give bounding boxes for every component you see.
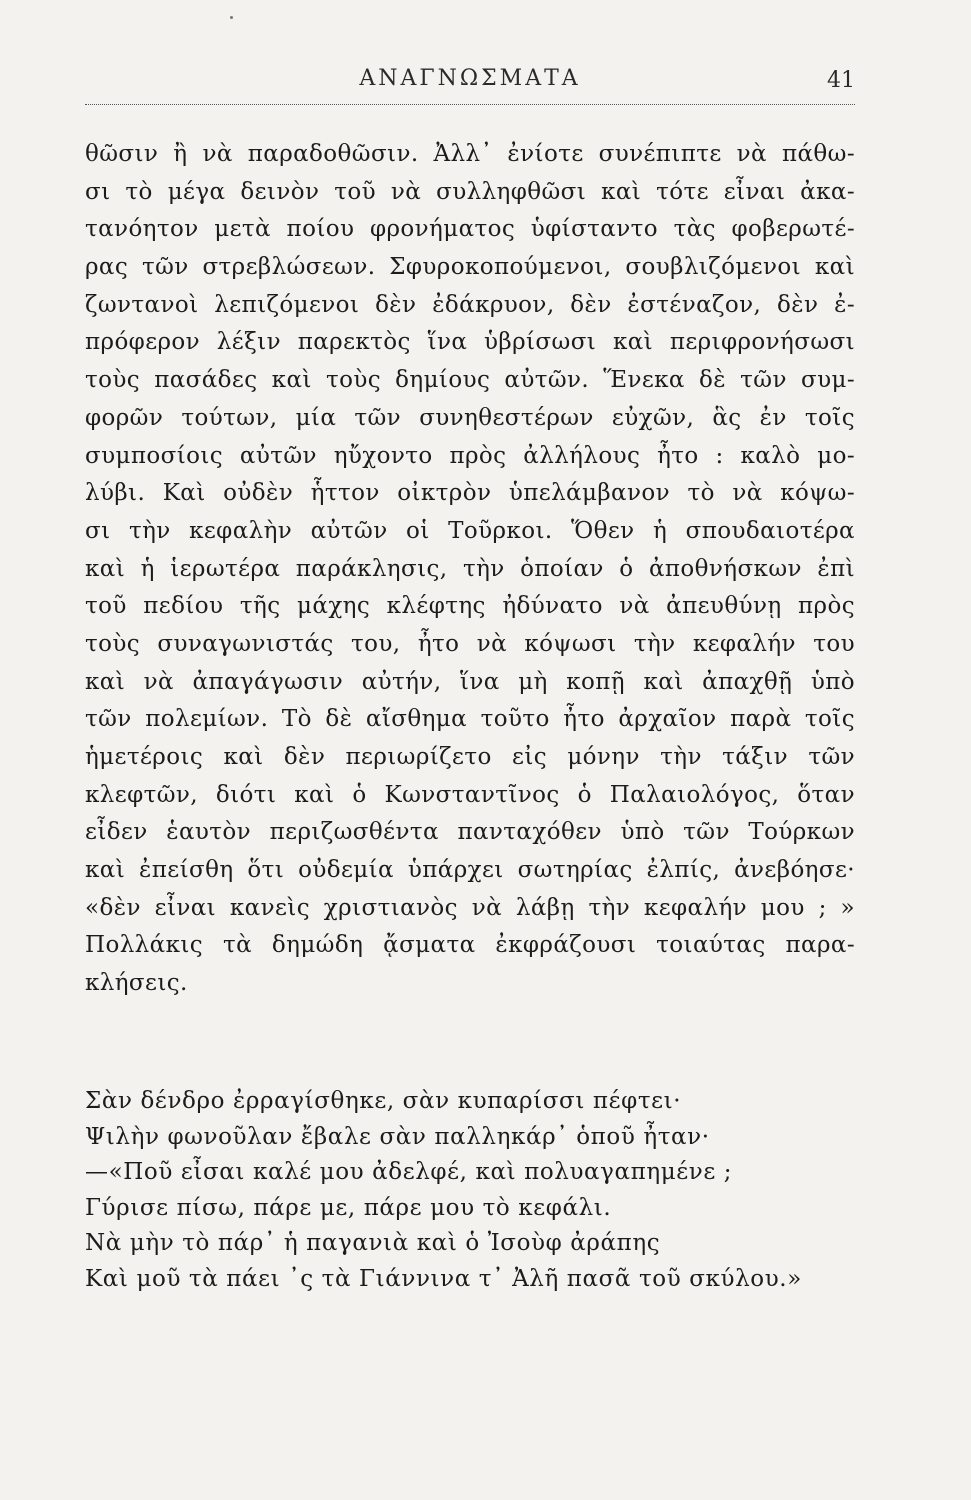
header-rule	[85, 104, 855, 105]
text-line: φορῶν τούτων, μία τῶν συνηθεστέρων εὐχῶν, ἃς ἐν τοῖς	[85, 404, 855, 431]
text-line: εἶδεν ἑαυτὸν περιζωσθέντα πανταχόθεν ὑπὸ τῶν Τούρκων	[85, 819, 855, 846]
verse-line: Γύρισε πίσω, πάρε με, πάρε μου τὸ κεφάλι.	[85, 1194, 612, 1221]
text-line: λύβι. Καὶ οὐδὲν ἧττον οἰκτρὸν ὑπελάμβανον τὸ νὰ κόψω-	[85, 480, 855, 507]
text-line: τοὺς συναγωνιστάς του, ἦτο νὰ κόψωσι τὴν κεφαλήν του	[85, 630, 855, 657]
text-line: καὶ ἡ ἱερωτέρα παράκλησις, τὴν ὁποίαν ὁ ἀποθνήσκων ἐπὶ	[85, 555, 855, 582]
verse-line: Σὰν δένδρο ἐρραγίσθηκε, σὰν κυπαρίσσι πέφτει·	[85, 1088, 682, 1114]
text-line: καὶ ἐπείσθη ὅτι οὐδεμία ὑπάρχει σωτηρίας ἐλπίς, ἀνεβόησε·	[85, 857, 855, 884]
text-line: πρόφερον λέξιν παρεκτὸς ἵνα ὑβρίσωσι καὶ περιφρονήσωσι	[85, 329, 855, 356]
text-line: ζωντανοὶ λεπιζόμενοι δὲν ἐδάκρυον, δὲν ἐστέναζον, δὲν ἐ-	[85, 291, 855, 318]
text-line: ρας τῶν στρεβλώσεων. Σφυροκοπούμενοι, σουβλιζόμενοι καὶ	[85, 254, 855, 281]
paper-speck	[230, 16, 233, 19]
page-number: 41	[827, 68, 855, 93]
text-line: συμποσίοις αὐτῶν ηὔχοντο πρὸς ἀλλήλους ἦτο : καλὸ μο-	[85, 442, 855, 469]
text-line: καὶ νὰ ἀπαγάγωσιν αὐτήν, ἵνα μὴ κοπῇ καὶ ἀπαχθῇ ὑπὸ	[85, 668, 855, 695]
verse-line: Ψιλὴν φωνοῦλαν ἔβαλε σὰν παλληκάρ᾽ ὁποῦ ἦταν·	[85, 1123, 710, 1150]
running-title: ΑΝΑΓΝΩΣΜΑΤΑ	[359, 66, 581, 91]
text-line: κλήσεις.	[85, 970, 188, 997]
text-line: κλεφτῶν, διότι καὶ ὁ Κωνσταντῖνος ὁ Παλαιολόγος, ὅταν	[85, 781, 855, 808]
text-line: σι τὴν κεφαλὴν αὐτῶν οἱ Τοῦρκοι. Ὅθεν ἡ σπουδαιοτέρα	[85, 517, 855, 544]
text-line: Πολλάκις τὰ δημώδη ᾄσματα ἐκφράζουσι τοιαύτας παρα-	[85, 932, 855, 959]
prose-paragraph	[85, 136, 855, 1003]
verse-line: —«Ποῦ εἶσαι καλέ μου ἀδελφέ, καὶ πολυαγαπημένε ;	[85, 1159, 733, 1185]
text-line: τοῦ πεδίου τῆς μάχης κλέφτης ἠδύνατο νὰ ἀπευθύνῃ πρὸς	[85, 593, 855, 620]
verse-line: Νὰ μὴν τὸ πάρ᾽ ἡ παγανιὰ καὶ ὁ Ἰσοὺφ ἀράπης	[85, 1230, 661, 1256]
text-line: τῶν πολεμίων. Τὸ δὲ αἴσθημα τοῦτο ἦτο ἀρχαῖον παρὰ τοῖς	[85, 706, 855, 733]
text-line: «δὲν εἶναι κανεὶς χριστιανὸς νὰ λάβῃ τὴν κεφαλήν μου ; »	[85, 894, 855, 921]
text-line: θῶσιν ἢ νὰ παραδοθῶσιν. Ἀλλ᾽ ἐνίοτε συνέπιπτε νὰ πάθω-	[85, 141, 855, 167]
text-line: τοὺς πασάδες καὶ τοὺς δημίους αὐτῶν. Ἕνεκα δὲ τῶν συμ-	[85, 367, 855, 394]
text-line: σι τὸ μέγα δεινὸν τοῦ νὰ συλληφθῶσι καὶ τότε εἶναι ἀκα-	[85, 178, 855, 205]
page-header	[85, 62, 855, 102]
text-line: τανόητον μετὰ ποίου φρονήματος ὑφίσταντο τὰς φοβερωτέ-	[85, 216, 855, 243]
text-line: ἡμετέροις καὶ δὲν περιωρίζετο εἰς μόνην τὴν τάξιν τῶν	[85, 744, 855, 770]
verse-block	[85, 1084, 855, 1297]
verse-line: Καὶ μοῦ τὰ πάει ᾽ς τὰ Γιάννινα τ᾽ Ἀλῆ πασᾶ τοῦ σκύλου.»	[85, 1265, 802, 1292]
